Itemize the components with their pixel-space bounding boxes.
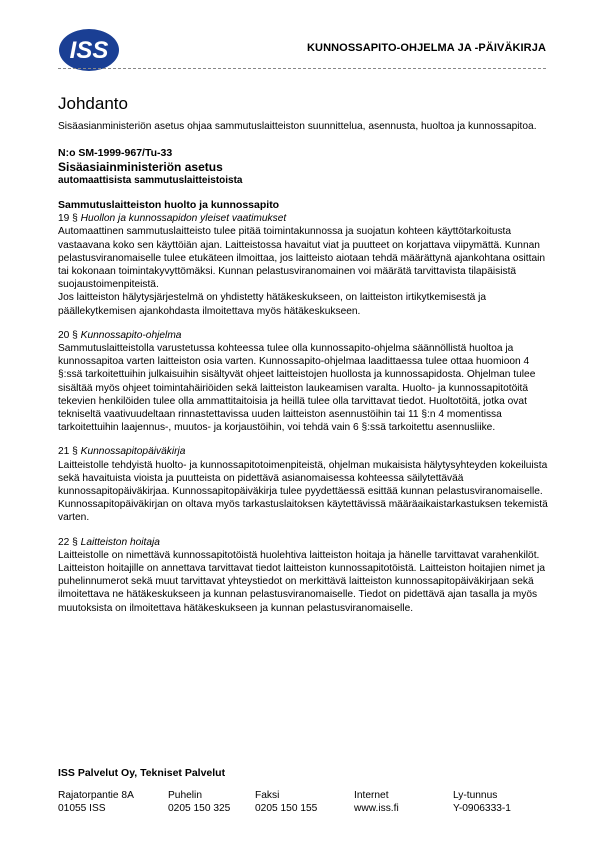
section-paragraph: Laitteistolle on nimettävä kunnossapitotöistä huolehtiva laitteiston hoitaja ja hänelle tarvittavat varahenkilöt. Laitteiston hoitajille on annettava tarvittavat tiedot laitteiston kunnossapitotöistä. Laitteiston hoitajien nimet ja puhelinnumerot sekä muut tarvittavat yhteystiedot on merkittävä laitteiston kunnossapitopäiväkirjaan sekä ilmoitettava ne hätäkeskukseen ja kunnan pelastusviranomaiselle. Tiedot on pidettävä ajan tasalla ja myös muutoksista on ilmoitettava hätäkeskukseen ja kunnan pelastusviranomaiselle. — [58, 549, 546, 614]
section-number-line — [58, 329, 550, 342]
intro-text: Sisäasianministeriön asetus ohjaa sammutuslaitteiston suunnittelua, asennusta, huoltoa ja kunnossapitoa. — [58, 121, 537, 132]
section-paragraph: Sammutuslaitteistolla varustetussa kohteessa tulee olla kunnossapito-ohjelma säännöllistä huoltoa ja kunnossapitoa varten laitteiston osia varten. Kunnossapito-ohjelmaa laadittaessa tulee ottaa huomioon 4 §:ssä tarkoitettuihin julkaisuihin sisältyvät ohjeet laitteistojen huollosta ja kunnossapidosta. Ohjelman tulee sisältää myös ohjeet toimintahäiriöiden sekä laitteiston laukeamisen varalta. Huolto- ja kunnossapitotöitä tekevien henkilöiden tulee olla ammattitaitoisia ja heillä tulee olla tarvittavat tiedot. Huoltotöitä, jotka ovat tekniseltä vaativuudeltaan rinnastettavissa uuden laitteiston asennustöihin tai 11 §:n 4 momentissa tarkoitettuihin laajennus-, muutos- ja korjaustöihin, voi tehdä vain 6 §:ssä tarkoitettu asennusliike. — [58, 343, 536, 434]
footer-address — [58, 789, 134, 815]
section-title: Laitteiston hoitaja — [80, 536, 160, 548]
section-number: 22 § — [58, 536, 78, 548]
document-body — [58, 94, 550, 615]
footer-label: Rajatorpantie 8A — [58, 790, 134, 801]
footer-company: ISS Palvelut Oy, Tekniset Palvelut — [58, 767, 226, 779]
footer-value[interactable]: www.iss.fi — [354, 803, 399, 814]
section-20 — [58, 329, 550, 435]
footer-value: Y-0906333-1 — [453, 803, 511, 814]
decree-number: N:o SM-1999-967/Tu-33 — [58, 147, 173, 160]
document-title: KUNNOSSAPITO-OHJELMA JA -PÄIVÄKIRJA — [306, 42, 546, 54]
section-21 — [58, 445, 550, 524]
section-22 — [58, 536, 550, 615]
footer-value: 01055 ISS — [58, 803, 106, 814]
section-paragraph: Laitteistolle tehdyistä huolto- ja kunnossapitotoimenpiteistä, ohjelman mukaisista hälytysyhteyden kokeiluista sekä havaituista vioista ja puutteista on pidettävä asianomaisessa kohteessa säilytettävää kunnossapitopäiväkirjaa. Kunnossapitopäiväkirja tulee pyydettäessä esittää kunnan pelastusviranomaiselle. Kunnossapitopäiväkirjan on oltava myös tarkastuslaitoksen käytettävissä määräaikaistarkastuksen tekemistä varten. — [58, 459, 548, 524]
section-title: Kunnossapitopäiväkirja — [80, 446, 186, 458]
intro-heading: Johdanto — [58, 94, 128, 113]
section-number-line — [58, 445, 550, 458]
footer-label: Ly-tunnus — [453, 790, 498, 801]
decree-title: Sisäasiainministeriön asetus — [58, 160, 223, 175]
section-heading: Sammutuslaitteiston huolto ja kunnossapito — [58, 199, 280, 212]
footer-label: Faksi — [255, 790, 280, 801]
footer-internet — [354, 789, 399, 815]
header-divider — [58, 68, 546, 69]
footer-value: 0205 150 325 — [168, 803, 231, 814]
section-number-line — [58, 212, 550, 225]
section-number: 21 § — [58, 446, 78, 458]
section-19 — [58, 199, 550, 318]
footer-label: Puhelin — [168, 790, 202, 801]
section-paragraph: Automaattinen sammutuslaitteisto tulee pitää toimintakunnossa ja suojatun kohteen käyttötarkoitusta vastaavana koko sen käyttöiän ajan. Laitteistossa havaitut viat ja puutteet on korjattava viipymättä. Kunnan pelastusviranomaiselle tulee etukäteen ilmoittaa, jos laitteisto aiotaan tehdä määrättynä ajankohtana osittain tai kokonaan toimintakyvyttömäksi. Kunnan pelastusviranomainen voi määrätä tarvittavista tilapäisistä suojaustoimenpiteistä. — [58, 226, 546, 291]
section-paragraph: Jos laitteiston hälytysjärjestelmä on yhdistetty hätäkeskukseen, on laitteiston irtikytkemisestä ja päällekytkemisen ajankohdasta ilmoitettava myös hätäkeskukseen. — [58, 292, 487, 317]
logo-text: ISS — [69, 37, 109, 64]
footer-phone — [168, 789, 230, 815]
section-title: Kunnossapito-ohjelma — [80, 329, 182, 341]
iss-logo — [58, 28, 120, 72]
footer-business-id — [453, 789, 511, 815]
section-number: 19 § — [58, 213, 78, 225]
section-number-line — [58, 536, 550, 549]
decree-subtitle: automaattisista sammutuslaitteistoista — [58, 175, 243, 187]
iss-logo-icon — [58, 28, 120, 72]
footer-value: 0205 150 155 — [255, 803, 318, 814]
section-number: 20 § — [58, 329, 78, 341]
section-title: Huollon ja kunnossapidon yleiset vaatimukset — [80, 213, 287, 225]
footer-fax — [255, 789, 317, 815]
footer-label: Internet — [354, 790, 389, 801]
